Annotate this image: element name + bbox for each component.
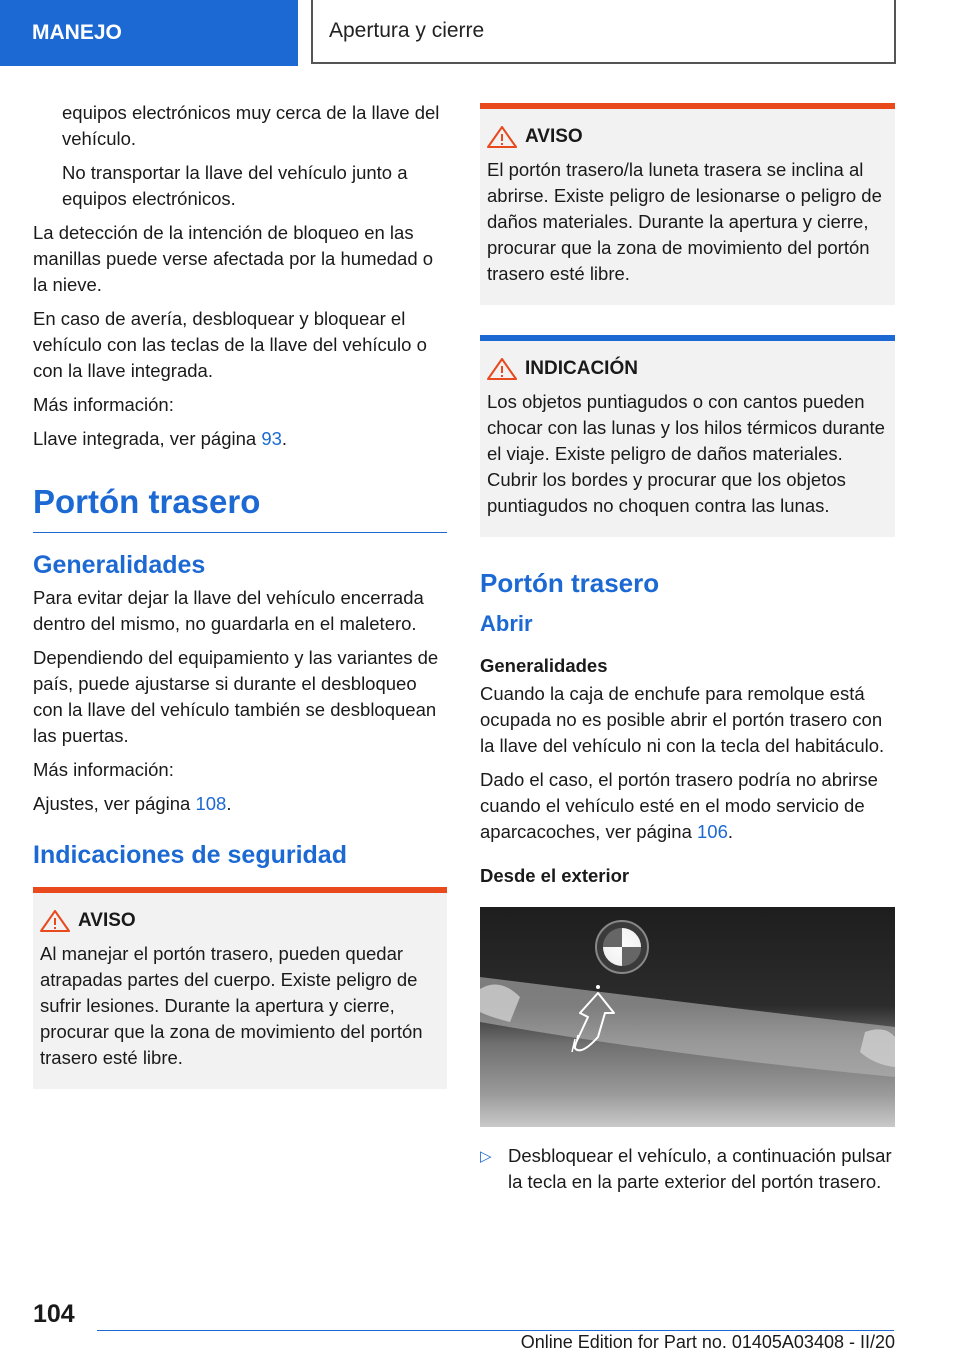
page-number: 104 (33, 1300, 75, 1328)
page-link[interactable]: 108 (195, 793, 227, 814)
paragraph (480, 767, 895, 845)
page-link[interactable]: 93 (261, 428, 282, 449)
note-text: Los objetos puntiagudos o con cantos pueden chocar con las lunas y los hilos térmicos durante el viaje. Existe peligro de daños materiales. Cubrir los bordes y procurar que los objetos puntiagudos no choquen contra las lunas. (487, 391, 885, 516)
more-info-label: Más información: (33, 394, 174, 415)
section-tab[interactable]: MANEJO (0, 0, 298, 66)
paragraph: Para evitar dejar la llave del vehículo encerrada dentro del mismo, no guardarla en el maletero. (33, 587, 424, 634)
minor-heading: Desde el exterior (480, 865, 630, 886)
continued-text: No transportar la llave del vehículo junto a equipos electrónicos. (62, 162, 408, 209)
paragraph: En caso de avería, desbloquear y bloquear el vehículo con las teclas de la llave del vehículo o con la llave integrada. (33, 308, 427, 381)
note-box (480, 335, 895, 537)
note-title (487, 355, 887, 383)
step-arrow-icon: ▷ (480, 1148, 492, 1165)
tailgate-button-photo (480, 907, 895, 1127)
section-heading: Portón trasero (480, 568, 660, 598)
instruction-step (480, 1143, 895, 1195)
page-link[interactable]: 106 (697, 821, 728, 842)
warning-box (480, 103, 895, 305)
paragraph: La detección de la intención de bloqueo en las manillas puede verse afectada por la humedad o la nieve. (33, 222, 434, 295)
step-text: Desbloquear el vehículo, a continuación pulsar la tecla en la parte exterior del portón trasero. (508, 1145, 892, 1192)
reference-text: Llave integrada, ver página (33, 428, 262, 449)
warning-triangle-icon (487, 126, 517, 148)
warning-box (33, 887, 447, 1089)
page-header (0, 0, 960, 66)
edition-text: Online Edition for Part no. 01405A03408 - II/20 (520, 1332, 895, 1352)
section-heading: Generalidades (33, 551, 206, 579)
warning-title (40, 907, 439, 935)
warning-text: El portón trasero/la luneta trasera se inclina al abrirse. Existe peligro de lesionarse o peligro de daños materiales. Durante la apertura y cierre, procurar que la zona de movimiento del portón trasero esté libre. (487, 159, 882, 284)
subsection-heading: Abrir (480, 611, 533, 636)
paragraph-text: Dado el caso, el portón trasero podría no abrirse cuando el vehículo esté en el modo servicio de aparcacoches, ver página (480, 769, 878, 842)
note-title-text: INDICACIÓN (525, 358, 638, 379)
warning-triangle-icon (40, 910, 70, 932)
reference-end: . (281, 428, 288, 449)
chapter-tab[interactable]: Apertura y cierre (311, 0, 896, 64)
warning-text: Al manejar el portón trasero, pueden quedar atrapadas partes del cuerpo. Existe peligro de sufrir lesiones. Durante la apertura y cierre, procurar que la zona de movimiento del portón trasero esté libre. (40, 943, 423, 1068)
reference (33, 791, 447, 817)
section-heading: Indicaciones de seguridad (33, 841, 347, 869)
left-column (33, 100, 447, 1119)
paragraph: Dependiendo del equipamiento y las variantes de país, puede ajustarse si durante el desbloqueo con la llave del vehículo también se desbloquean las puertas. (33, 647, 439, 746)
footer-divider (97, 1330, 894, 1331)
minor-heading: Generalidades (480, 655, 608, 676)
reference-end: . (727, 821, 734, 842)
reference (33, 426, 447, 452)
reference-end: . (226, 793, 232, 814)
warning-title-text: AVISO (525, 126, 583, 147)
warning-title (487, 123, 887, 151)
reference-text: Ajustes, ver página (33, 793, 196, 814)
right-column (480, 103, 895, 1195)
warning-title-text: AVISO (78, 910, 136, 931)
more-info-label: Más información: (33, 759, 174, 780)
paragraph: Cuando la caja de enchufe para remolque está ocupada no es posible abrir el portón trasero con la llave del vehículo ni con la tecla del habitáculo. (480, 683, 885, 756)
continued-text: equipos electrónicos muy cerca de la llave del vehículo. (62, 102, 440, 149)
chapter-heading: Portón trasero (33, 482, 447, 533)
warning-triangle-icon (487, 358, 517, 380)
